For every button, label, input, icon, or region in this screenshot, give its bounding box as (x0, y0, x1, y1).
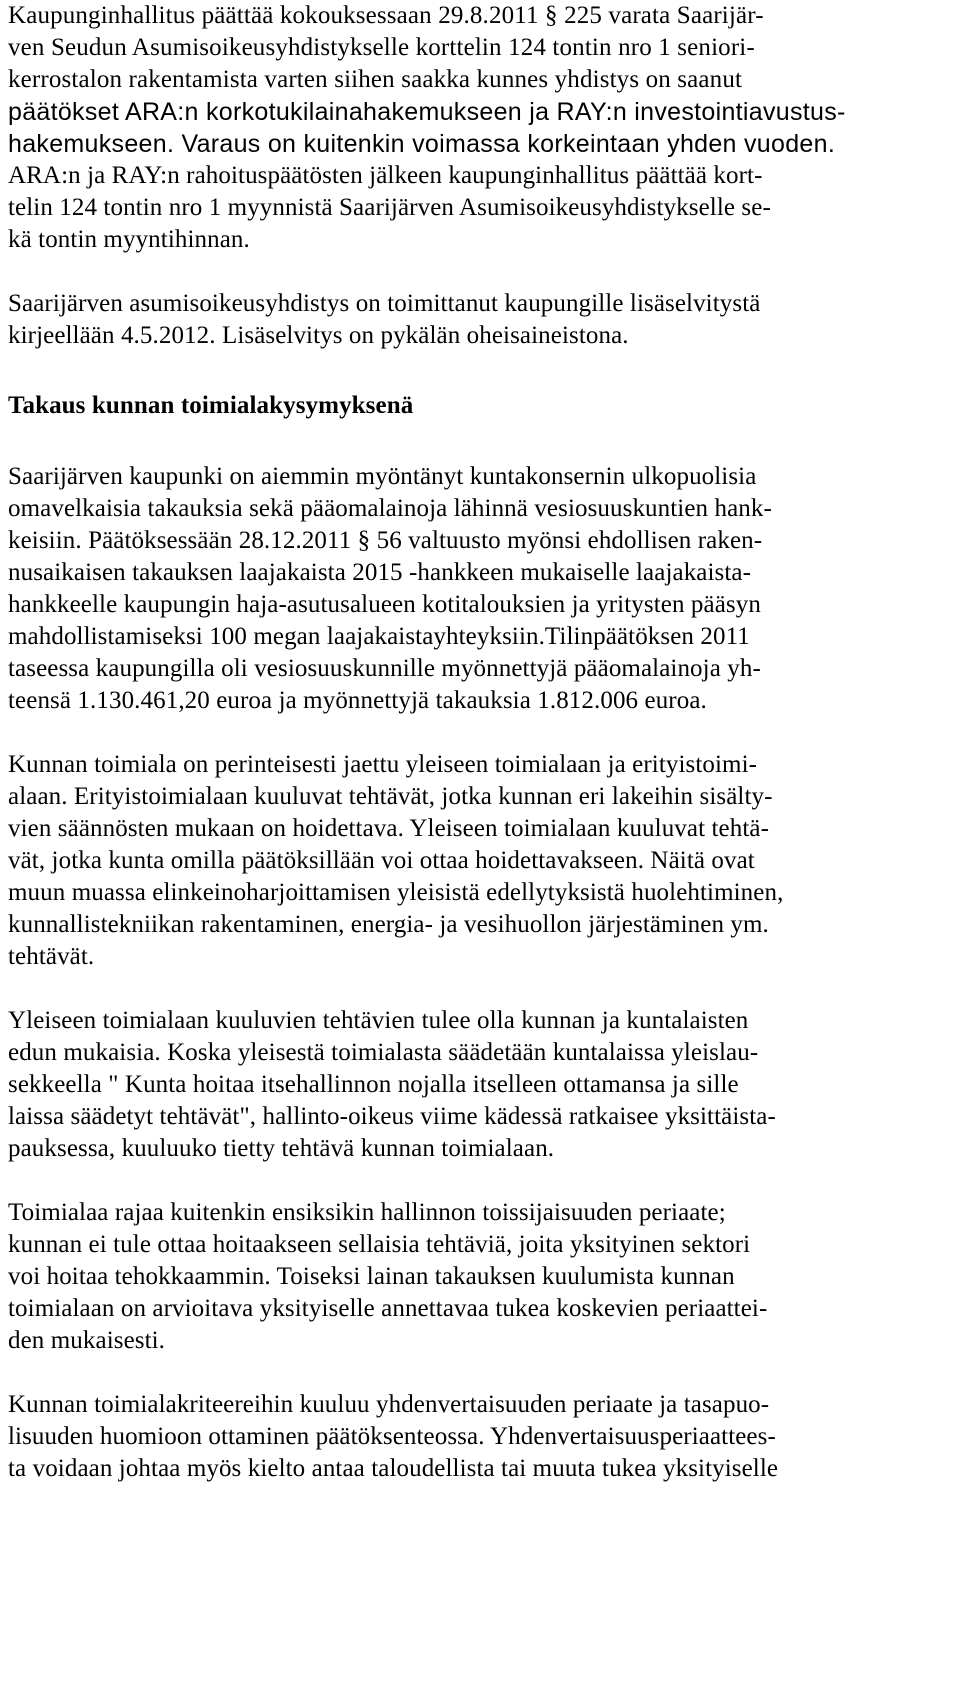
text-line: taseessa kaupungilla oli vesiosuuskunnille myönnettyjä pääomalainoja yh- (8, 655, 761, 682)
text-line: omavelkaisia takauksia sekä pääomalainoja lähinnä vesiosuuskuntien hank- (8, 495, 772, 522)
text-line: ARA:n ja RAY:n rahoituspäätösten jälkeen kaupunginhallitus päättää kort- (8, 162, 763, 189)
text-line: Toimialaa rajaa kuitenkin ensiksikin hallinnon toissijaisuuden periaate; (8, 1199, 726, 1226)
text-line: ta voidaan johtaa myös kielto antaa taloudellista tai muuta tukea yksityiselle (8, 1455, 779, 1482)
text-line: edun mukaisia. Koska yleisestä toimialasta säädetään kuntalaissa yleislau- (8, 1039, 759, 1066)
text-line: Yleiseen toimialaan kuuluvien tehtävien tulee olla kunnan ja kuntalaisten (8, 1007, 749, 1034)
text-line: ven Seudun Asumisoikeusyhdistykselle korttelin 124 tontin nro 1 seniori- (8, 34, 755, 61)
text-line: alaan. Erityistoimialaan kuuluvat tehtävät, jotka kunnan eri lakeihin sisälty- (8, 783, 773, 810)
text-line: kirjeellään 4.5.2012. Lisäselvitys on pykälän oheisaineistona. (8, 322, 629, 349)
text-line: vät, jotka kunta omilla päätöksillään voi ottaa hoidettavakseen. Näitä ovat (8, 847, 755, 874)
section-heading: Takaus kunnan toimialakysymyksenä (8, 392, 414, 419)
text-line: Saarijärven asumisoikeusyhdistys on toimittanut kaupungille lisäselvitystä (8, 290, 761, 317)
text-line: nusaikaisen takauksen laajakaista 2015 -hankkeen mukaiselle laajakaista- (8, 559, 752, 586)
text-line: kunnallistekniikan rakentaminen, energia- ja vesihuollon järjestäminen ym. (8, 911, 769, 938)
text-line: Kunnan toimiala on perinteisesti jaettu yleiseen toimialaan ja erityistoimi- (8, 751, 758, 778)
text-line: lisuuden huomioon ottaminen päätöksenteossa. Yhdenvertaisuusperiaattees- (8, 1423, 776, 1450)
text-line: päätökset ARA:n korkotukilainahakemukseen ja RAY:n investointiavustus- (8, 98, 846, 126)
text-line: mahdollistamiseksi 100 megan laajakaistayhteyksiin.Tilinpäätöksen 2011 (8, 623, 750, 650)
text-line: sekkeella " Kunta hoitaa itsehallinnon nojalla itselleen ottamansa ja sille (8, 1071, 739, 1098)
text-line: pauksessa, kuuluuko tietty tehtävä kunnan toimialaan. (8, 1135, 555, 1162)
text-line: vien säännösten mukaan on hoidettava. Yleiseen toimialaan kuuluvat tehtä- (8, 815, 769, 842)
text-line: laissa säädetyt tehtävät", hallinto-oikeus viime kädessä ratkaisee yksittäista- (8, 1103, 776, 1130)
text-line: tehtävät. (8, 943, 95, 970)
text-line: hakemukseen. Varaus on kuitenkin voimassa korkeintaan yhden vuoden. (8, 130, 836, 158)
text-line: kerrostalon rakentamista varten siihen saakka kunnes yhdistys on saanut (8, 66, 743, 93)
text-line: Saarijärven kaupunki on aiemmin myöntänyt kuntakonsernin ulkopuolisia (8, 463, 757, 490)
text-line: voi hoitaa tehokkaammin. Toiseksi lainan takauksen kuulumista kunnan (8, 1263, 735, 1290)
text-line: Kunnan toimialakriteereihin kuuluu yhdenvertaisuuden periaate ja tasapuo- (8, 1391, 770, 1418)
text-line: telin 124 tontin nro 1 myynnistä Saarijärven Asumisoikeusyhdistykselle se- (8, 194, 771, 221)
text-line: hankkeelle kaupungin haja-asutusalueen kotitalouksien ja yritysten pääsyn (8, 591, 761, 618)
text-line: kunnan ei tule ottaa hoitaakseen sellaisia tehtäviä, joita yksityinen sektori (8, 1231, 751, 1258)
text-line: teensä 1.130.461,20 euroa ja myönnettyjä takauksia 1.812.006 euroa. (8, 687, 707, 714)
text-line: keisiin. Päätöksessään 28.12.2011 § 56 valtuusto myönsi ehdollisen raken- (8, 527, 763, 554)
text-line: den mukaisesti. (8, 1327, 166, 1354)
text-line: muun muassa elinkeinoharjoittamisen yleisistä edellytyksistä huolehtiminen, (8, 879, 784, 906)
text-line: toimialaan on arvioitava yksityiselle annettavaa tukea koskevien periaattei- (8, 1295, 768, 1322)
text-line: Kaupunginhallitus päättää kokouksessaan 29.8.2011 § 225 varata Saarijär- (8, 2, 764, 29)
text-line: kä tontin myyntihinnan. (8, 226, 250, 253)
